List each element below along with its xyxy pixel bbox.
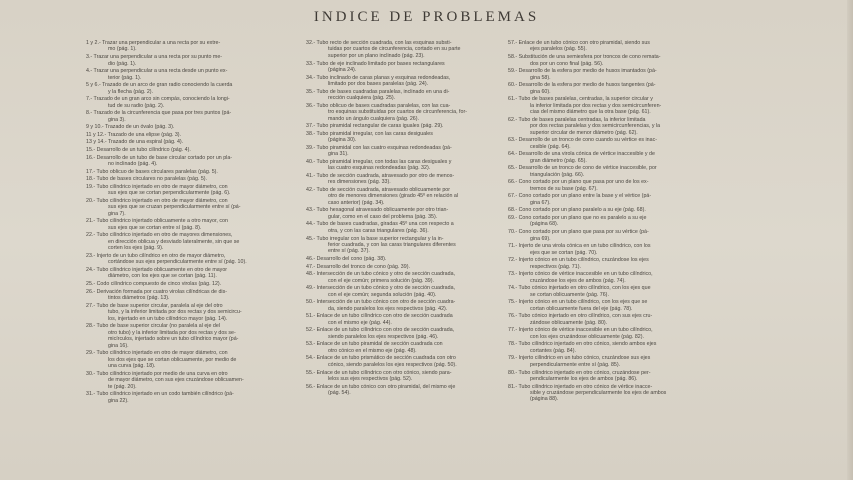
index-entry (86, 218, 312, 231)
entry-continuation: cortan oblicuamente fuera del eje (pág. 78). (530, 305, 633, 312)
index-column-2 (306, 40, 506, 398)
entry-continuation: respectivos (pág. 71). (530, 263, 581, 270)
entry-continuation: cortándose sus ejes perpendicularmente entre sí (pág. 10). (108, 259, 247, 266)
entry-continuation: con el eje común; primera solución (pág. 39). (328, 277, 434, 284)
index-entry (508, 215, 724, 228)
entry-text: 55.- Enlace de un tubo cilíndrico con otro cónico, siendo para- (306, 369, 452, 376)
entry-continuation: una curva (pág. 18). (108, 363, 156, 370)
entry-continuation: res dimensiones (pág. 33). (328, 179, 391, 186)
entry-text: 38.- Tubo piramidal irregular, con las caras desiguales (306, 130, 433, 137)
entry-text: 46.- Desarrollo del cono (pág. 38). (306, 256, 387, 263)
entry-text: 35.- Tubo de bases cuadradas paralelas, inclinado en una di- (306, 88, 450, 95)
page-title: INDICE DE PROBLEMAS (313, 9, 540, 25)
entry-continuation: lelos sus ejes respectivos (pág. 52). (328, 375, 413, 382)
entry-continuation: tro esquinas substituidas por cuartos de circunferencia, for- (328, 109, 467, 116)
entry-continuation: en dirección oblicua y desviado lateralmente, sin que se (108, 238, 240, 245)
index-entry (86, 155, 312, 168)
entry-continuation: gina 3). (108, 116, 126, 123)
entry-continuation: gular, como en el caso del problema (pág. 35). (328, 213, 438, 220)
index-entry (508, 54, 724, 67)
entry-text: 28.- Tubo de base superior circular (no paralela al eje del (86, 323, 220, 330)
entry-text: 32.- Tubo recto de sección cuadrada, con las esquinas substi- (306, 40, 452, 46)
entry-continuation: los dos ejes que se cortan oblicuamente, por medio de (108, 356, 237, 363)
entry-text: 13 y 14.- Trazado de una espiral (pág. 4). (86, 139, 184, 146)
entry-continuation: sus ejes que se cortan entre sí (pág. 8). (108, 224, 202, 231)
index-entry (306, 355, 506, 368)
index-entry (86, 82, 312, 95)
index-entry (306, 61, 506, 74)
entry-text: 40.- Tubo piramidal irregular, con todas las caras desiguales y (306, 158, 452, 165)
index-entry (86, 176, 312, 182)
entry-continuation: cónico, siendo paralelos los ejes respectivos (pág. 50). (328, 361, 457, 368)
entry-text: 62.- Tubo de bases paralelas centradas, la inferior limitada (508, 116, 646, 123)
entry-text: 49.- Intersección de un tubo cónico y otro de sección cuadrada, (306, 285, 455, 292)
entry-text: 26.- Derivación formada por cuatro virolas cilíndricas de dis- (86, 288, 228, 295)
entry-text: 22.- Tubo cilíndrico injertado en otro de mayores dimensiones, (86, 232, 233, 239)
entry-continuation: entre sí (pág. 37). (328, 248, 370, 255)
entry-continuation: cias del mismo diámetro que la otra base (pág. 61). (530, 109, 651, 116)
index-entry (508, 327, 724, 340)
entry-continuation: gina 31). (328, 151, 349, 158)
index-entry (306, 221, 506, 234)
entry-continuation: diámetro, con los ejes que se cortan (pág. 11). (108, 273, 217, 280)
entry-continuation: gina 60). (530, 88, 551, 95)
entry-text: 27.- Tubo de base superior circular, paralela al eje del otro (86, 302, 223, 309)
index-entry (508, 313, 724, 326)
index-entry (508, 229, 724, 242)
entry-text: 45.- Tubo irregular con la base superior rectangular y la in- (306, 235, 444, 242)
entry-text: 18.- Tubo de bases circulares no paralelas (pág. 5). (86, 176, 208, 183)
index-entry (86, 289, 312, 302)
entry-continuation: gina 22). (108, 397, 129, 404)
entry-text: 41.- Tubo de sección cuadrada, atravesado por otro de menos- (306, 172, 455, 179)
entry-continuation: tubo, y la inferior limitada por dos rectas y dos semicircu- (108, 309, 242, 316)
index-entry (306, 75, 506, 88)
entry-continuation: con el mismo eje (pág. 44). (328, 319, 392, 326)
index-entry (86, 68, 312, 81)
entry-text: 64.- Desarrollo de una virola cónica de vértice inaccesible y de (508, 151, 655, 158)
index-entry (306, 264, 506, 270)
index-entry (508, 68, 724, 81)
entry-continuation: gina 58). (530, 74, 551, 81)
index-entry (86, 281, 312, 287)
index-entry (508, 384, 724, 403)
entry-continuation: gina 67). (530, 199, 551, 206)
entry-continuation: gina 16). (108, 342, 129, 349)
entry-text: 36.- Tubo oblicuo de bases cuadradas paralelas, con las cua- (306, 102, 451, 109)
entry-text: 20.- Tubo cilíndrico injertado en otro de mayor diámetro, con (86, 197, 228, 204)
index-entry (508, 257, 724, 270)
index-entry (508, 370, 724, 383)
entry-continuation: dos por un cono final (pág. 56). (530, 60, 604, 67)
index-entry (86, 323, 312, 349)
entry-text: 5 y 6.- Trazado de un arco de gran radio conociendo la cuerda (86, 82, 233, 89)
index-entry (306, 313, 506, 326)
entry-text: 61.- Tubo de bases paralelas, centradas, la superior circular y (508, 96, 653, 103)
entry-text: 81.- Tubo cilíndrico injertado en otro cónico de vértice inacce- (508, 383, 653, 390)
entry-continuation: gina 7). (108, 210, 126, 217)
index-entry (306, 131, 506, 144)
entry-continuation: con el eje común; segunda solución (pág. 40). (328, 291, 437, 298)
entry-continuation: cesible (pág. 64). (530, 143, 571, 150)
entry-text: 59.- Desarrollo de la esfera por medio de husos imantados (pá- (508, 68, 657, 75)
entry-continuation: no inclinado (pág. 4). (108, 161, 158, 168)
entry-text: 19.- Tubo cilíndrico injertado en otro de mayor diámetro, con (86, 183, 228, 190)
index-entry (508, 179, 724, 192)
entry-continuation: caso anterior) (pág. 34). (328, 199, 385, 206)
entry-text: 54.- Enlace de un tubo prismático de sección cuadrada con otro (306, 355, 456, 362)
index-entry (306, 370, 506, 383)
entry-continuation: sus ejes que se cruzan perpendicularmente entre sí (pá- (108, 204, 241, 211)
entry-continuation: micírculos, injertado sobre un tubo cilíndrico mayor (pá- (108, 336, 239, 343)
index-entry (86, 198, 312, 217)
index-entry (86, 391, 312, 404)
index-entry (86, 253, 312, 266)
entry-text: 79.- Injerto cilíndrico en un tubo cónico, cruzándose sus ejes (508, 355, 651, 362)
entry-continuation: da, siendo paralelos los ejes respectivos (pág. 42). (328, 305, 448, 312)
index-entry (306, 103, 506, 122)
entry-continuation: cruzándose los ejes de ambos (pág. 74). (530, 277, 626, 284)
entry-text: 16.- Desarrollo de un tubo de base circular cortado por un pla- (86, 154, 233, 161)
index-entry (306, 145, 506, 158)
index-entry (306, 285, 506, 298)
entry-continuation: (página 24). (328, 66, 357, 73)
page-edge (847, 0, 853, 480)
entry-text: 77.- Injerto cónico de vértice inaccesible en un tubo cilíndrico, (508, 327, 653, 334)
index-entry (86, 169, 312, 175)
index-entry (306, 299, 506, 312)
index-entry (508, 165, 724, 178)
index-entry (86, 350, 312, 369)
entry-continuation: otro cónico en el mismo eje (pág. 48). (328, 347, 417, 354)
entry-text: 73.- Injerto cónico de vértice inaccesible en un tubo cilíndrico, (508, 271, 653, 278)
index-entry (306, 123, 506, 129)
entry-text: 17.- Tubo oblicuo de bases circulares paralelas (pág. 5). (86, 168, 218, 175)
index-entry (86, 40, 312, 53)
entry-continuation: superior circular de menor diámetro (pág. 62). (530, 129, 638, 136)
entry-continuation: superior por un plano inclinado (pág. 23). (328, 52, 425, 59)
index-entry (306, 207, 506, 220)
entry-text: 42.- Tubo de sección cuadrada, atravesado oblicuamente por (306, 186, 450, 193)
entry-continuation: (página 30). (328, 137, 357, 144)
entry-text: 23.- Injerto de un tubo cilíndrico en otro de mayor diámetro, (86, 252, 226, 259)
index-entry (508, 137, 724, 150)
entry-text: 44.- Tubo de bases cuadradas, giradas 45º una con respecto a (306, 221, 454, 228)
entry-text: 67.- Cono cortado por un plano entre la base y el vértice (pá- (508, 193, 652, 200)
entry-text: 4.- Trazar una perpendicular a una recta desde un punto ex- (86, 68, 228, 75)
entry-text: 80.- Tubo cilíndrico injertado en otro cónico, cruzándose per- (508, 369, 651, 376)
entry-text: 33.- Tubo de eje inclinado limitado por bases rectangulares (306, 60, 445, 67)
entry-continuation: sible y cruzándose perpendicularmente los ejes de ambos (530, 390, 667, 397)
entry-continuation: la inferior limitada por dos rectas y dos semicircunferen- (530, 102, 662, 109)
index-entry (86, 147, 312, 153)
entry-continuation: terior (pág. 1). (108, 74, 142, 81)
index-entry (508, 207, 724, 213)
index-entry (306, 271, 506, 284)
entry-text: 76.- Tubo cónico injertado en otro cilíndrico, con sus ejes cru- (508, 313, 653, 320)
index-entry (86, 267, 312, 280)
entry-continuation: gran diámetro (pág. 65). (530, 157, 587, 164)
entry-text: 70.- Cono cortado por un plano que pasa por su vértice (pá- (508, 229, 649, 236)
entry-text: 66.- Cono cortado por un plano que pasa por uno de los ex- (508, 179, 649, 186)
index-entry (306, 89, 506, 102)
index-column-3 (508, 40, 724, 404)
entry-continuation: mando un ángulo cualquiera (pág. 26). (328, 115, 419, 122)
entry-continuation: por dos rectas paralelas y dos semicircunferencias, y la (530, 123, 661, 130)
entry-text: 53.- Enlace de un tubo piramidal de sección cuadrada con (306, 341, 443, 348)
entry-text: 78.- Tubo cilíndrico injertado en otro cónico, siendo ambos ejes (508, 341, 657, 348)
entry-continuation: otro de menores dimensiones (girado 45º en relación al (328, 193, 459, 200)
index-entry (508, 40, 724, 53)
index-entry (86, 371, 312, 390)
entry-continuation: (pág. 54). (328, 390, 351, 397)
index-entry (306, 256, 506, 262)
entry-text: 47.- Desarrollo del tronco de cono (pág. 39). (306, 263, 410, 270)
index-entry (86, 303, 312, 322)
entry-text: 72.- Injerto cónico en un tubo cilíndrico, cruzándose los ejes (508, 257, 649, 264)
entry-continuation: de mayor diámetro, con sus ejes cruzándose oblicuamen- (108, 377, 244, 384)
index-entry (508, 355, 724, 368)
entry-continuation: sus ejes que se cortan perpendicularmente (pág. 6). (108, 190, 231, 197)
entry-text: 30.- Tubo cilíndrico injertado por medio de una curva en otro (86, 370, 228, 377)
entry-continuation: otro tubo) y la inferior limitada por dos rectas y dos se- (108, 329, 236, 336)
entry-continuation: se cortan oblicuamente (pág. 76). (530, 291, 609, 298)
index-entry (508, 96, 724, 115)
index-entry (508, 243, 724, 256)
entry-text: 24.- Tubo cilíndrico injertado oblicuamente en otro de mayor (86, 267, 228, 274)
index-column-1 (86, 40, 312, 405)
index-entry (86, 96, 312, 109)
index-entry (306, 40, 506, 59)
index-entry (508, 151, 724, 164)
entry-continuation: pendicularmente los ejes de ambos (pág. 86). (530, 375, 638, 382)
entry-continuation: tintos diámetros (pág. 13). (108, 295, 170, 302)
index-entry (306, 341, 506, 354)
entry-text: 65.- Desarrollo de un tronco de cono de vértice inaccesible, por (508, 165, 657, 172)
entry-continuation: gina 69). (530, 235, 551, 242)
index-entry (306, 159, 506, 172)
index-entry (86, 54, 312, 67)
entry-continuation: y la flecha (pág. 2). (108, 88, 154, 95)
entry-text: 51.- Enlace de un tubo cilíndrico con otro de sección cuadrada (306, 313, 453, 320)
entry-text: 60.- Desarrollo de la esfera por medio de husos tangentes (pá- (508, 82, 656, 89)
entry-continuation: tuidas por cuartos de circunferencia, cortado en su parte (328, 46, 461, 53)
index-entry (86, 124, 312, 130)
entry-continuation: siendo paralelos los ejes respectivos (pág. 46). (328, 333, 439, 340)
entry-continuation: triangulación (pág. 66). (530, 171, 585, 178)
entry-text: 58.- Substitución de una semiesfera por troncos de cono remata- (508, 54, 661, 61)
entry-continuation: con los ejes cruzándose oblicuamente (pág. 82). (530, 333, 644, 340)
entry-text: 71.- Injerto de una virola cónica en un tubo cilíndrico, con los (508, 243, 651, 250)
index-entry (86, 232, 312, 251)
entry-text: 7.- Trazado de un gran arco sin compás, conociendo la longi- (86, 96, 230, 103)
index-entry (306, 327, 506, 340)
entry-text: 25.- Codo cilíndrico compuesto de cinco virolas (pág. 12). (86, 281, 222, 288)
index-entry (86, 132, 312, 138)
entry-continuation: los, injertado en un tubo cilíndrico mayor (pág. 14). (108, 315, 228, 322)
entry-text: 9 y 10.- Trazado de un óvalo (pág. 3). (86, 124, 175, 131)
entry-text: 15.- Desarrollo de un tubo cilíndrico (pág. 4). (86, 147, 191, 154)
index-entry (86, 184, 312, 197)
entry-text: 21.- Tubo cilíndrico injertado oblicuamente a otro mayor, con (86, 218, 228, 225)
entry-text: 48.- Intersección de un tubo cónico y otro de sección cuadrada, (306, 271, 455, 278)
entry-continuation: zándose oblicuamente (pág. 80). (530, 319, 608, 326)
entry-text: 29.- Tubo cilíndrico injertado en otro de mayor diámetro, con (86, 350, 228, 357)
entry-continuation: ejes que se cortan (pág. 70). (530, 249, 598, 256)
index-entry (508, 341, 724, 354)
entry-continuation: (página 68). (530, 221, 559, 228)
index-entry (306, 236, 506, 255)
entry-continuation: te (pág. 20). (108, 383, 137, 390)
entry-text: 69.- Cono cortado por un plano que no es paralelo a su eje (508, 215, 647, 222)
entry-text: 34.- Tubo inclinado de caras planas y esquinas redondeadas, (306, 74, 451, 81)
entry-text: 63.- Desarrollo de un tronco de cono cuando su vértice es inac- (508, 137, 657, 144)
entry-text: 37.- Tubo piramidal rectangular de caras iguales (pág. 29). (306, 123, 444, 130)
entry-text: 74.- Tubo cónico injertado en otro cilíndrico, con los ejes que (508, 285, 651, 292)
entry-text: 39.- Tubo piramidal con las cuatro esquinas redondeadas (pá- (306, 144, 452, 151)
entry-continuation: limitado por dos bases paralelas (pág. 24). (328, 81, 429, 87)
entry-text: 68.- Cono cortado por un plano paralelo a su eje (pág. 68). (508, 207, 646, 214)
entry-text: 11 y 12.- Trazado de una elipse (pág. 3). (86, 131, 182, 138)
entry-text: 56.- Enlace de un tubo cónico con otro piramidal, del mismo eje (306, 383, 456, 390)
entry-text: 50.- Intersección de un tubo cónico con otro de sección cuadra- (306, 299, 456, 306)
index-entry (86, 110, 312, 123)
index-entry (508, 117, 724, 136)
entry-text: 31.- Tubo cilíndrico injertado en un codo también cilíndrico (pá- (86, 391, 234, 398)
entry-continuation: tud de su radio (pág. 2). (108, 102, 165, 109)
index-entry (508, 82, 724, 95)
entry-continuation: perpendicularmente entre sí (pág. 85). (530, 361, 621, 368)
entry-continuation: cortantes (pág. 84). (530, 347, 576, 354)
index-entry (306, 384, 506, 397)
index-entry (508, 299, 724, 312)
entry-continuation: las cuatro esquinas redondeadas (pág. 32). (328, 165, 431, 172)
entry-continuation: corten los ejes (pág. 9). (108, 245, 164, 252)
entry-continuation: (página 88). (530, 396, 559, 403)
entry-text: 3.- Trazar una perpendicular a una recta por su punto me- (86, 54, 223, 61)
index-entry (508, 271, 724, 284)
entry-text: 52.- Enlace de un tubo cilíndrico con otro de sección cuadrada, (306, 327, 455, 334)
entry-continuation: tremos de su base (pág. 67). (530, 185, 598, 192)
entry-continuation: ferior cuadrada, y con las caras triangulares diferentes (328, 241, 456, 248)
entry-text: 43.- Tubo hexagonal atravesado oblicuamente por otro trian- (306, 207, 449, 214)
entry-continuation: rección cualquiera (pág. 25). (328, 95, 396, 102)
entry-continuation: otra, y con las caras triangulares (pág. 36). (328, 227, 429, 234)
entry-text: 1 y 2.- Trazar una perpendicular a una recta por su extre- (86, 40, 221, 46)
entry-continuation: dio (pág. 1). (108, 60, 137, 67)
index-entry (86, 139, 312, 145)
index-entry (508, 193, 724, 206)
index-entry (306, 187, 506, 206)
entry-text: 75.- Injerto cónico en un tubo cilíndrico, con los ejes que se (508, 299, 648, 306)
entry-continuation: mo (pág. 1). (108, 46, 137, 53)
entry-text: 8.- Trazado de la circunferencia que pasa por tres puntos (pá- (86, 110, 232, 117)
entry-continuation: ejes paralelos (pág. 55). (530, 46, 587, 53)
index-entry (306, 173, 506, 186)
index-entry (508, 285, 724, 298)
entry-text: 57.- Enlace de un tubo cónico con otro piramidal, siendo sus (508, 40, 650, 46)
